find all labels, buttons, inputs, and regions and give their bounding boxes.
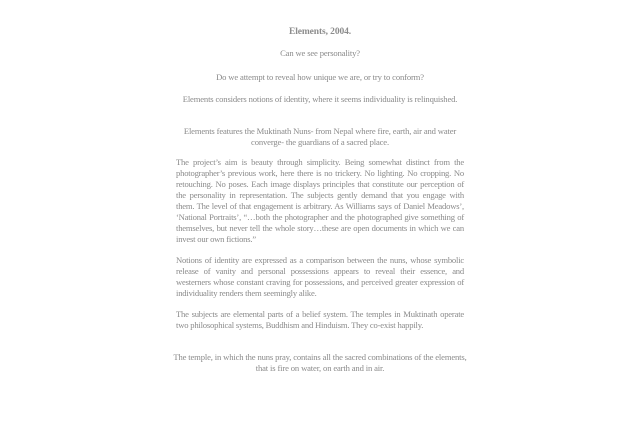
paragraph-temple: The temple, in which the nuns pray, contains all the sacred combinations of the elements, that is fire on water, on earth and in air. xyxy=(173,352,467,373)
question-unique: Do we attempt to reveal how unique we are, or try to conform? xyxy=(216,72,424,82)
paragraph-notions: Notions of identity are expressed as a comparison between the nuns, whose symbolic release of vanity and personal possessions appears to reveal their essence, and westerners whose constant craving for possessions, and perceived greater expression of individuality renders them seemingly alike. xyxy=(176,255,464,298)
question-personality: Can we see personality? xyxy=(280,48,360,58)
document-title: Elements, 2004. xyxy=(288,27,352,37)
paragraph-aim: The project’s aim is beauty through simplicity. Being somewhat distinct from the photographer’s previous work, here there is no trickery. No lighting. No cropping. No retouching. No poses. Each image displays principles that constitute our perception of the personality in representation. The subjects gently demand that you engage with them. The level of that engagement is arbitrary. As Williams says of Daniel Meadows’, ‘National Portraits’, “…both the photographer and the photographed give something of themselves, but never tell the whole story…these are open documents in which we can invest our own fictions.” xyxy=(176,157,464,244)
paragraph-subjects: The subjects are elemental parts of a belief system. The temples in Muktinath operate two philosophical systems, Buddhism and Hinduism. They co-exist happily. xyxy=(176,309,464,330)
paragraph-features: Elements features the Muktinath Nuns- from Nepal where fire, earth, air and water converge- the guardians of a sacred place. xyxy=(183,126,457,147)
paragraph-identity: Elements considers notions of identity, where it seems individuality is relinquished. xyxy=(182,94,458,104)
